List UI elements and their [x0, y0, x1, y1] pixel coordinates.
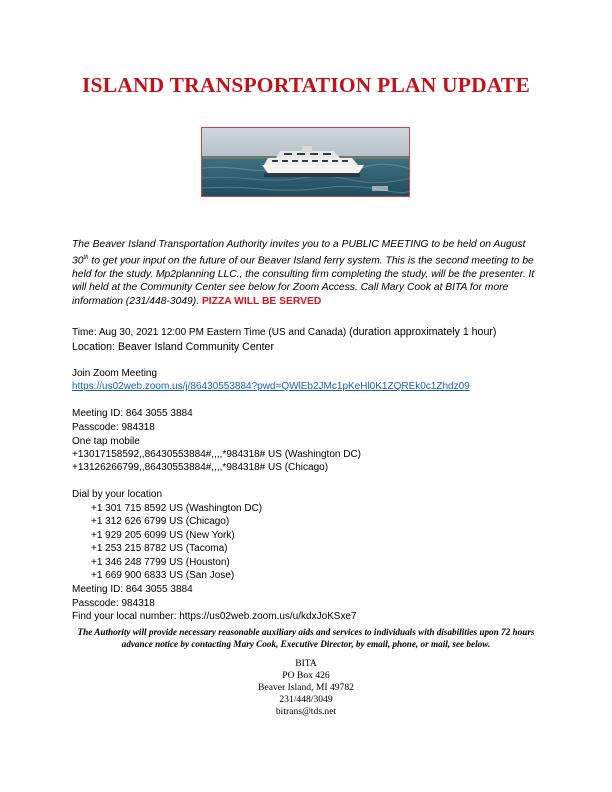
intro-text-1: The Beaver Island Transportation Authority invites you to a PUBLIC MEETING to be held on August 30	[72, 239, 526, 267]
address-city: Beaver Island, MI 49782	[258, 682, 354, 693]
dial-number: +1 929 205 6099 US (New York)	[91, 530, 235, 541]
accessibility-notice: The Authority will provide necessary reasonable auxiliary aids and services to individuals with disabilities upon 72 hours advance notice by contacting Mary Cook, Executive Director, by email, phone, or mail, see below.	[77, 627, 535, 649]
intro-text-2: to get your input on the future of our Beaver Island ferry system. This is the second meeting to be held for the study. Mp2planning LLC., the consulting firm completing the study, will be the presenter. It will held at the Community Center see below for Zoom Access. Call Mary Cook at BITA for more information (231/448-3049).	[72, 255, 535, 307]
dial-number: +1 253 215 8782 US (Tacoma)	[91, 543, 228, 554]
time-line	[72, 326, 496, 338]
meeting-id: Meeting ID: 864 3055 3884	[72, 408, 193, 419]
pizza-notice: PIZZA WILL BE SERVED	[201, 295, 322, 307]
location-line: Location: Beaver Island Community Center	[72, 341, 274, 353]
passcode: Passcode: 984318	[72, 422, 155, 433]
address-phone: 231/448/3049	[279, 694, 333, 705]
address-email: bitrans@tds.net	[275, 706, 337, 717]
intro-superscript: th	[83, 254, 89, 261]
passcode-repeat: Passcode: 984318	[72, 598, 155, 609]
duration-text: (duration approximately 1 hour)	[346, 326, 497, 338]
dial-label: Dial by your location	[72, 489, 163, 500]
join-zoom-label: Join Zoom Meeting	[72, 368, 158, 379]
meeting-id-repeat: Meeting ID: 864 3055 3884	[72, 584, 193, 595]
dial-number: +1 346 248 7799 US (Houston)	[91, 557, 230, 568]
time-text: Time: Aug 30, 2021 12:00 PM Eastern Time (US and Canada)	[72, 327, 347, 338]
zoom-meeting-link[interactable]: https://us02web.zoom.us/j/86430553884?pwd=QWlEb2JMc1pKeHl0K1ZQREk0c1Zhdz09	[72, 381, 470, 392]
one-tap-number[interactable]: +13126266799,,86430553884#,,,,*984318# US (Chicago)	[72, 462, 329, 473]
address-org: BITA	[295, 658, 317, 669]
address-po-box: PO Box 426	[282, 670, 330, 681]
local-number-line: Find your local number: https://us02web.zoom.us/u/kdxJoKSxe7	[72, 611, 357, 622]
ferry-boat-photo-icon	[202, 128, 410, 197]
one-tap-number[interactable]: +13017158592,,86430553884#,,,,*984318# US (Washington DC)	[72, 449, 362, 460]
dial-number: +1 312 626 6799 US (Chicago)	[91, 516, 230, 527]
page-title: ISLAND TRANSPORTATION PLAN UPDATE	[81, 73, 531, 97]
intro-paragraph	[72, 238, 542, 308]
dial-number: +1 301 715 8592 US (Washington DC)	[91, 503, 263, 514]
ferry-photo	[201, 127, 410, 197]
dial-number: +1 669 900 6833 US (San Jose)	[91, 570, 235, 581]
one-tap-label: One tap mobile	[72, 436, 140, 447]
